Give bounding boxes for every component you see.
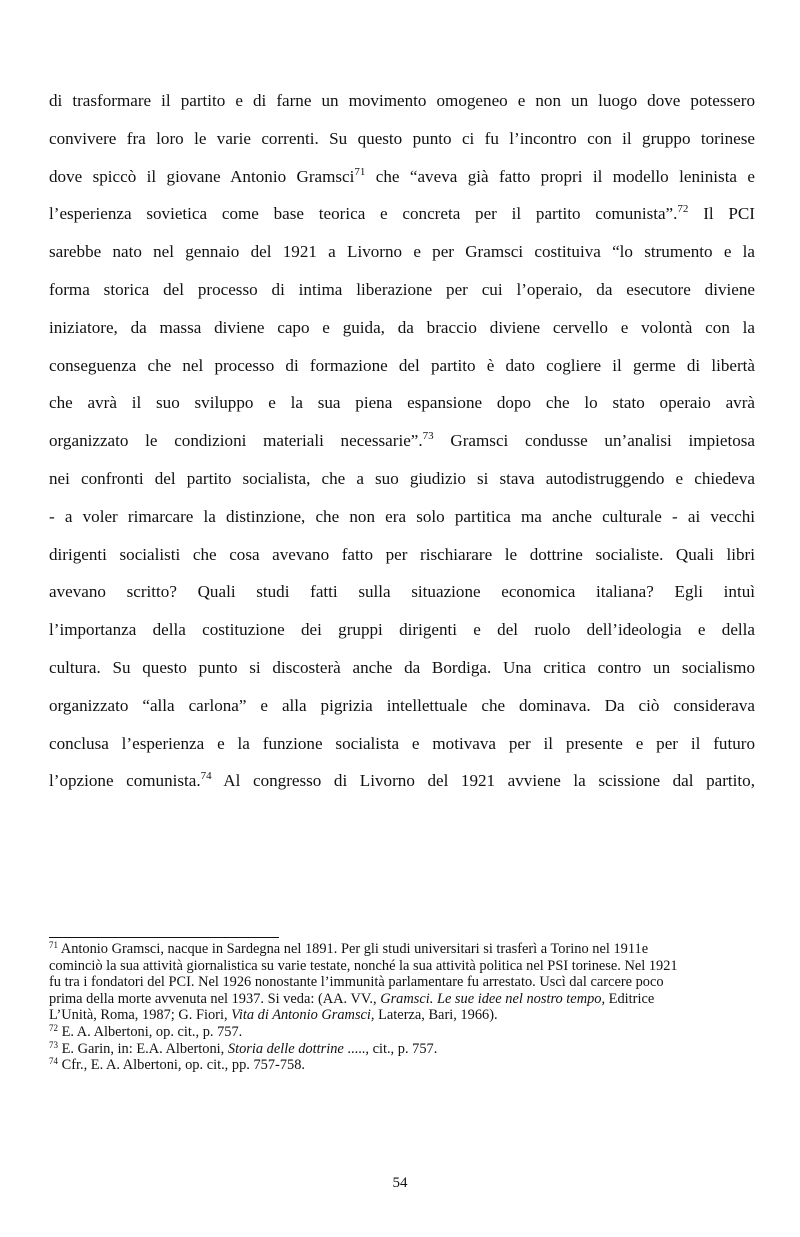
footnote-number: 72 <box>49 1022 58 1033</box>
footnote-line: $^{74}$ Cfr., E. A. Albertoni, op. cit., pp. 757-758. <box>49 1056 306 1074</box>
footnote-line: $^{73}$ E. Garin, in: E.A. Albertoni, Storia delle dottrine ....., cit., p. 757. <box>49 1039 438 1057</box>
page-number: 54 <box>392 1175 408 1191</box>
body-line: l’opzione comunista.$^{74}$ Al congresso di Livorno del 1921 avviene la scissione dal partito, <box>49 770 755 791</box>
footnote-ref: 71 <box>354 165 366 178</box>
footnote-line: $^{71}$ Antonio Gramsci, nacque in Sardegna nel 1891. Per gli studi universitari si trasferì a Torino nel 1911e <box>49 940 649 957</box>
body-line: organizzato “alla carlona” e alla pigrizia intellettuale che dominava. Da ciò considerava <box>49 695 755 715</box>
footnote-number: 73 <box>49 1039 58 1050</box>
body-line: organizzato le condizioni materiali necessarie”.$^{73}$ Gramsci condusse un’analisi impietosa <box>49 430 755 451</box>
body-line: di trasformare il partito e di farne un movimento omogeneo e non un luogo dove potessero <box>49 91 755 110</box>
body-line: l’importanza della costituzione dei gruppi dirigenti e del ruolo dell’ideologia e della <box>49 620 755 640</box>
body-line: dirigenti socialisti che cosa avevano fatto per rischiarare le dottrine socialiste. Quali libri <box>49 544 755 564</box>
body-line: l’esperienza sovietica come base teorica e concreta per il partito comunista”.$^{72}$ Il PCI <box>49 203 755 224</box>
body-line: conclusa l’esperienza e la funzione socialista e motivava per il presente e per il futuro <box>49 733 755 753</box>
footnote-number: 71 <box>49 940 58 950</box>
footnote-ref: 72 <box>677 203 689 216</box>
footnote-line: cominciò la sua attività giornalistica su varie testate, nonché la sua attività politica nel PSI torinese. Nel 1921 <box>49 957 678 974</box>
footnote-ref: 73 <box>422 430 434 443</box>
book-title: Vita di Antonio Gramsci, <box>231 1007 375 1024</box>
book-title: Gramsci. Le sue idee nel nostro tempo, <box>380 990 606 1007</box>
body-line: avevano scritto? Quali studi fatti sulla situazione economica italiana? Egli intuì <box>49 582 755 602</box>
body-text <box>49 82 755 800</box>
footnote-separator <box>49 937 279 938</box>
body-line: conseguenza che nel processo di formazione del partito è dato cogliere il germe di libertà <box>49 355 755 375</box>
body-line: dove spiccò il giovane Antonio Gramsci$^{71}$ che “aveva già fatto propri il modello leninista e <box>49 165 755 186</box>
footnote-line: fu tra i fondatori del PCI. Nel 1926 nonostante l’immunità parlamentare fu arrestato. Uscì dal carcere poco <box>49 974 664 991</box>
body-line: nei confronti del partito socialista, che a suo giudizio si stava autodistruggendo e chiedeva <box>49 468 755 488</box>
body-line: sarebbe nato nel gennaio del 1921 a Livorno e per Gramsci costituiva “lo strumento e la <box>49 242 755 262</box>
footnote-number: 74 <box>49 1056 58 1067</box>
book-title: Storia delle dottrine <box>227 1040 344 1057</box>
footnote-line: L’Unità, Roma, 1987; G. Fiori, Vita di Antonio Gramsci, Laterza, Bari, 1966). <box>49 1007 498 1024</box>
footnote-line: $^{72}$ E. A. Albertoni, op. cit., p. 757. <box>49 1022 243 1040</box>
body-line: che avrà il suo sviluppo e la sua piena espansione dopo che lo stato operaio avrà <box>49 393 755 413</box>
body-line: cultura. Su questo punto si discosterà anche da Bordiga. Una critica contro un socialismo <box>49 657 755 677</box>
body-line: - a voler rimarcare la distinzione, che non era solo partitica ma anche culturale - ai vecchi <box>49 506 755 526</box>
body-line: iniziatore, da massa diviene capo e guida, da braccio diviene cervello e volontà con la <box>49 317 755 337</box>
body-line: forma storica del processo di intima liberazione per cui l’operaio, da esecutore diviene <box>49 279 755 299</box>
footnotes <box>49 941 759 1074</box>
footnote-ref: 74 <box>200 770 212 783</box>
footnote-line: prima della morte avvenuta nel 1937. Si veda: (AA. VV., Gramsci. Le sue idee nel nostro tempo, Editrice <box>49 990 655 1007</box>
body-line: convivere fra loro le varie correnti. Su questo punto ci fu l’incontro con il gruppo torinese <box>49 128 755 148</box>
